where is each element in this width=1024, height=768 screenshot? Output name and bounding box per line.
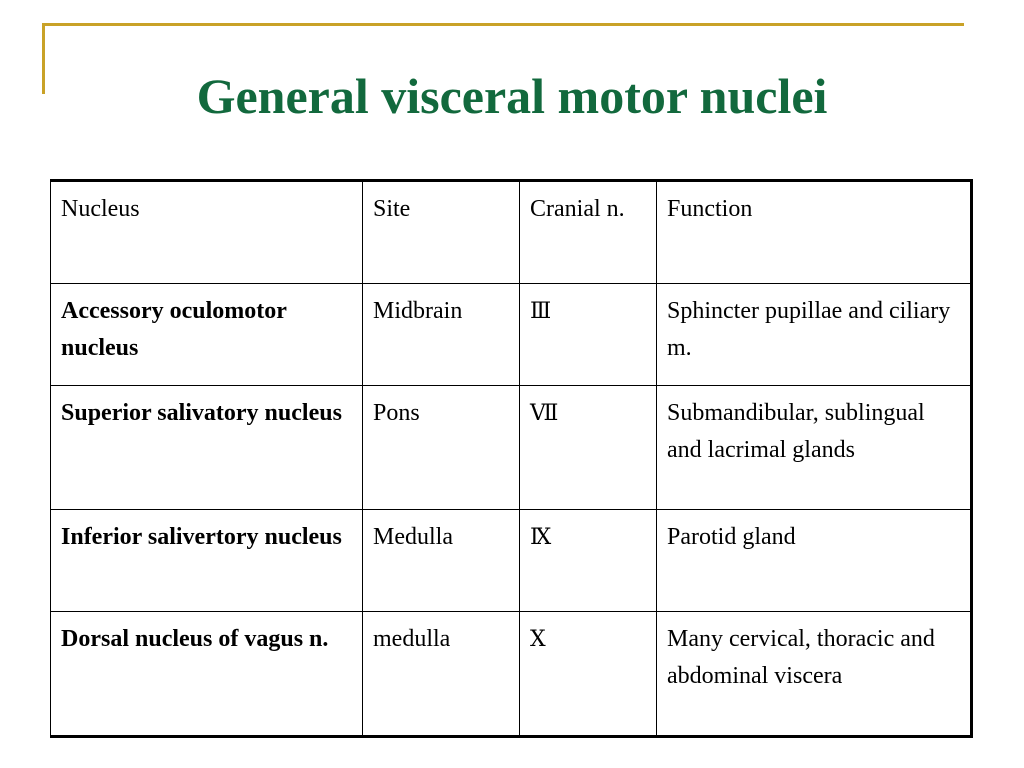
header-cell-function: Function — [657, 181, 972, 284]
nuclei-table — [50, 179, 973, 738]
cell-function: Sphincter pupillae and ciliary m. — [657, 284, 972, 386]
table-row — [51, 612, 972, 737]
cell-nucleus: Dorsal nucleus of vagus n. — [51, 612, 363, 737]
cell-cranial: Ⅸ — [520, 510, 657, 612]
cell-function: Parotid gland — [657, 510, 972, 612]
cell-cranial: Ⅲ — [520, 284, 657, 386]
cell-cranial: Ⅹ — [520, 612, 657, 737]
header-cell-cranial: Cranial n. — [520, 181, 657, 284]
cell-nucleus: Accessory oculomotor nucleus — [51, 284, 363, 386]
frame-top-rule — [42, 23, 964, 26]
cell-nucleus: Superior salivatory nucleus — [51, 386, 363, 510]
cell-site: medulla — [363, 612, 520, 737]
header-cell-nucleus: Nucleus — [51, 181, 363, 284]
cell-cranial: Ⅶ — [520, 386, 657, 510]
header-cell-site: Site — [363, 181, 520, 284]
slide-title: General visceral motor nuclei — [196, 68, 828, 124]
cell-function: Many cervical, thoracic and abdominal viscera — [657, 612, 972, 737]
cell-site: Medulla — [363, 510, 520, 612]
nuclei-table-wrap — [50, 179, 973, 738]
cell-function: Submandibular, sublingual and lacrimal glands — [657, 386, 972, 510]
cell-nucleus: Inferior salivertory nucleus — [51, 510, 363, 612]
table-row — [51, 386, 972, 510]
cell-site: Midbrain — [363, 284, 520, 386]
table-header-row — [51, 181, 972, 284]
table-row — [51, 284, 972, 386]
cell-site: Pons — [363, 386, 520, 510]
table-row — [51, 510, 972, 612]
